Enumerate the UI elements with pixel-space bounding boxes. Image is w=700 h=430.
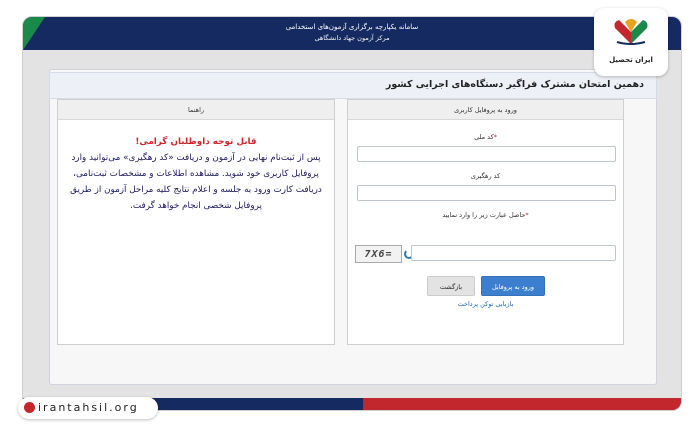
login-panel <box>347 99 624 345</box>
site-url-text: irantahsil.org <box>38 401 139 414</box>
site-bullet-icon <box>24 402 35 413</box>
national-code-label-text: کد ملی <box>474 133 494 141</box>
national-code-label <box>348 133 623 141</box>
national-code-input[interactable] <box>357 146 616 162</box>
login-button[interactable]: ورود به پروفایل <box>481 276 545 296</box>
guide-panel-heading: راهنما <box>58 100 334 120</box>
tracking-code-input[interactable] <box>357 185 616 201</box>
guide-text <box>58 120 334 214</box>
header-title: سامانه یکپارچه برگزاری آزمون‌های استخدامی <box>285 23 419 31</box>
site-header <box>23 17 681 50</box>
browser-frame <box>22 16 682 411</box>
guide-notice-title: قابل توجه داوطلبان گرامی! <box>135 137 257 147</box>
required-mark: * <box>493 133 497 141</box>
guide-panel <box>57 99 335 345</box>
header-subtitle: مرکز آزمون جهاد دانشگاهی <box>314 34 390 42</box>
required-mark: * <box>525 211 529 219</box>
payment-token-link[interactable]: بازیابی توکن پرداخت <box>457 300 514 308</box>
book-logo-icon <box>611 16 651 46</box>
guide-notice-body: پس از ثبت‌نام نهایی در آزمون و دریافت «کد رهگیری» می‌توانید وارد پروفایل کاربری خود شوید. مشاهده اطلاعات و مشخصات ثبت‌نامی، دریافت کارت ورود به جلسه و اعلام نتایج کلیه مراحل آزمون از طریق پروفایل شخصی انجام خواهد گرفت. <box>70 153 322 211</box>
captcha-image: 7X6= <box>355 245 402 263</box>
brand-logo <box>594 8 668 76</box>
footer-accent-bar <box>363 398 682 410</box>
captcha-label <box>348 211 623 219</box>
captcha-label-text: حاصل عبارت زیر را وارد نمایید <box>442 211 526 219</box>
login-panel-heading: ورود به پروفایل کاربری <box>348 100 623 120</box>
tracking-code-label: کد رهگیری <box>470 172 501 180</box>
captcha-input[interactable] <box>411 245 616 261</box>
site-url-badge <box>18 397 158 419</box>
exam-title-banner: دهمین امتحان مشترک فراگیر دستگاه‌های اجرایی کشور <box>49 72 657 99</box>
back-button[interactable]: بازگشت <box>427 276 475 296</box>
brand-logo-text: ایران تحصیل <box>609 56 653 64</box>
